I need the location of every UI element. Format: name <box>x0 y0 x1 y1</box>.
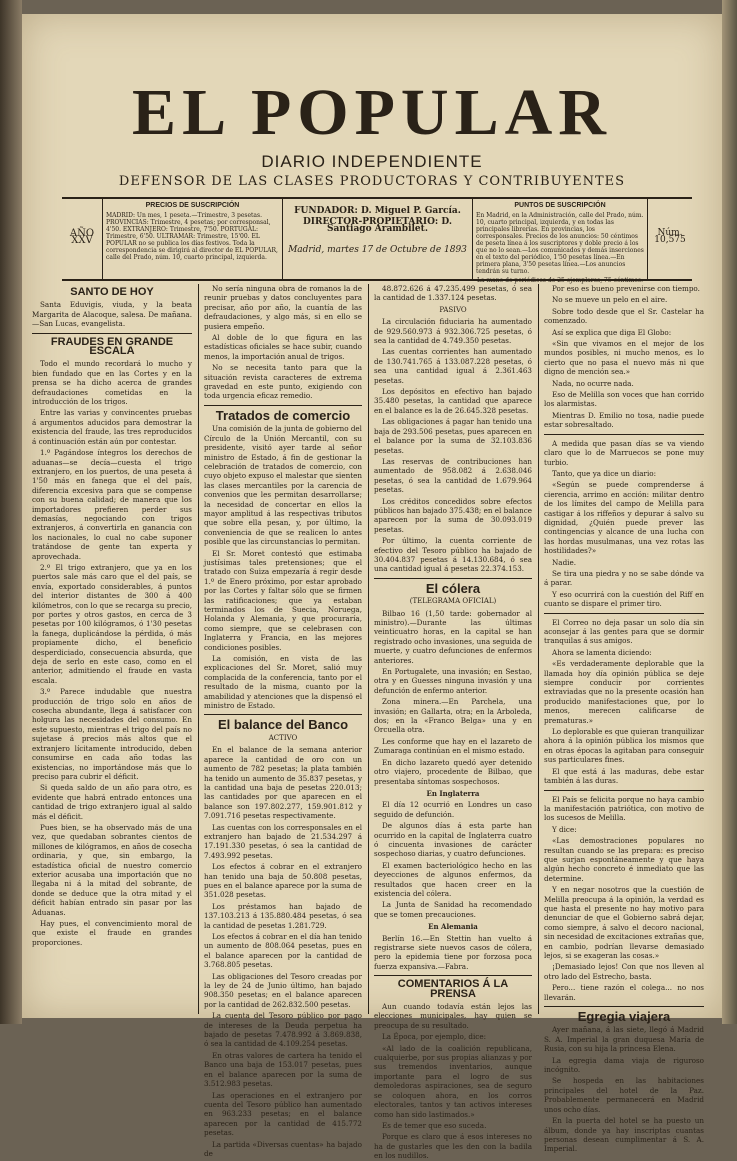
bank-paragraph: Las operaciones en el extranjero por cuenta del Tesoro público han aumentado en 963.233 pesetas; en el balance aparecen por la cantidad de 415.772 pesetas. <box>204 1090 362 1138</box>
article-paragraph: Y eso ocurrirá con la cuestión del Riff en cuanto se dispare el primer tiro. <box>544 589 704 609</box>
issue-number: Núm. 10,575 <box>654 228 686 245</box>
book-spine <box>0 0 22 1024</box>
article-paragraph: A medida que pasan días se va viendo claro que lo de Marruecos se pone muy turbio. <box>544 438 704 467</box>
article-paragraph: El Correo no deja pasar un solo día sin aconsejar á las gentes para que se dormir tranquilas á sus amigos. <box>544 617 704 646</box>
points-box <box>472 199 647 284</box>
info-bar <box>62 197 692 284</box>
pasivo-subheading: PASIVO <box>439 305 467 314</box>
trade-paragraph: Una comisión de la junta de gobierno del Círculo de la Unión Mercantil, con su presidente, visitó ayer tarde al señor ministro de Estado, á fin de gestionar la celebración de tratados de comercio, con cuyo objeto expuso el malestar que sienten las clases mercantiles por la carencia de convenios que les permitan desarrollarse; la necesidad de concertar en ellos la mayor amplitud á las respectivas tributos que sobre ella pesan, y, por último, la conveniencia de que se realicen lo antes posible que las circunstancias lo permitan. <box>204 424 362 547</box>
section-rule <box>544 434 704 435</box>
points-text: En Madrid, en la Administración, calle del Prado, núm. 10, cuarto principal, izquierda, y en todas las principales librerías. En provincias, los corresponsales. Precios de los anuncios: 50 céntimos de peseta línea á los suscriptores y doble precio á los que no lo sean.—Los comunicados y demás inserciones en el texto del periódico, 1'50 pesetas línea.—En primera plana, 3'50 pesetas línea.—Los anuncios tendrán su turno. <box>476 212 644 275</box>
article-paragraph: La Época, por ejemplo, dice: <box>382 1032 486 1042</box>
article-paragraph: «Sin que vivamos en el mejor de los mundos posibles, ni mucho menos, es lo cierto que no pasa el nuevo más ni que digno de mención sea.» <box>544 339 704 377</box>
points-note: La mano de periódicos de 25 ejemplares, 75 céntimos. <box>476 277 643 284</box>
article-paragraph: Por eso es bueno prevenirse con tiempo. <box>552 284 700 293</box>
fraud-paragraph: Entre las varias y convincentes pruebas á argumentos aducidos para demostrar la existencia del fraude, las tres reproducidos á continuación están aún por contestar. <box>32 408 192 446</box>
article-paragraph: La Junta de Sanidad ha recomendado que se tomen precauciones. <box>374 900 532 919</box>
prices-heading: PRECIOS DE SUSCRIPCIÓN <box>145 202 240 209</box>
founder-line: FUNDADOR: D. Miguel P. García. <box>294 206 461 216</box>
column-3 <box>374 284 533 1161</box>
bank-paragraph: Los efectos á cobrar en el extranjero han tenido una baja de 50.808 pesetas, pues en el balance aparece por la suma de 351.028 pesetas. <box>204 862 362 900</box>
column-divider <box>538 284 539 1014</box>
section-rule <box>204 405 362 406</box>
article-paragraph: Les conforme que hay en el lazareto de Zumaraga continúan en el mismo estado. <box>374 736 532 756</box>
article-paragraph: Sobre todo desde que el Sr. Castelar ha comenzado. <box>544 306 704 326</box>
article-paragraph: Ahora se lamenta diciendo: <box>552 647 652 657</box>
article-paragraph: Aun cuando todavía están lejos las elecciones municipales, hay quien se preocupa de su resultado. <box>374 1002 532 1030</box>
article-paragraph: «Al lado de la coalición republicana, cualquierbe, por sus propias alianzas y por sus tremendos inventarios, aunque importante para el logro de sus demoledoras aspiraciones, sea de seguro se coloquen ahora, en los corros electorales, tantos y tan activos intereses como han sido lastimados.» <box>374 1043 532 1119</box>
fraud-paragraph: 1.º Pagándose íntegros los derechos de aduanas—se decía—cuesta el trigo extranjero, en los puertos, de una peseta á 1'50 más en fanega que el del país, diferencia excesiva para que se compense con su buena calidad; de manera que los importadores prefieren perder sus demasías, negociando con trigos extranjeros, á convertirla en ganancia con los nacionales, lo cual no cabe suponer tratándose de gente tan experta y aprovechada. <box>32 448 192 561</box>
issue-number-box <box>647 199 692 279</box>
fraud-paragraph: Si queda saldo de un año para otro, es evidente que habrá entrado entonces una cantidad de trigo extranjero igual al saldo más el déficit. <box>32 783 192 821</box>
article-paragraph: No sería ninguna obra de romanos la de reunir pruebas y datos concluyentes para precisar, año por año, la cuantía de las defraudaciones, y algo más, si en ello se pusiera empeño. <box>204 284 362 331</box>
bank-paragraph: Las obligaciones del Tesoro creadas por la ley de 24 de Junio último, han bajado 908.350 pesetas; en el balance aparecen por la cantidad de 262.832.500 pesetas. <box>204 971 362 1009</box>
fraud-paragraph: Hay pues, el convencimiento moral de que existe el fraude en grandes proporciones. <box>32 919 192 947</box>
article-paragraph: Pero... tiene razón el colega... no nos llevarán. <box>544 983 704 1002</box>
bank-paragraph: Las cuentas con los corresponsales en el extranjero han bajado de 21.534.297 á 17.191.330 pesetas, ó sea la cantidad de 7.493.992 pesetas. <box>204 822 362 860</box>
article-paragraph: Se hospeda en las habitaciones principales del hotel de la Paz. Probablemente permanecerá en Madrid unos ocho días. <box>544 1076 704 1114</box>
article-paragraph: Eso de Melilla son voces que han corrido los alarmistas. <box>544 390 704 409</box>
page-edge <box>722 0 737 1024</box>
trade-paragraph: La comisión, en vista de las explicaciones del Sr. Moret, salió muy complacida de la conferencia, tanto por el resultado de la misma, cuanto por la amabilidad y atenciones que la dispensó el ministro de Estado. <box>204 654 362 711</box>
cholera-heading: El cólera <box>425 580 481 596</box>
article-paragraph: Porque es claro que á esos intereses no ha de gustarles que les den con la badila en los nudillos. <box>374 1132 532 1161</box>
article-paragraph: Zona minera.—En Parchela, una invasión; en Gallarta, otra; en la Arboleda, dos; en la «Franco Belga» una y en Orcuella otra. <box>374 697 532 735</box>
fraud-paragraph: 3.º Parece indudable que nuestra producción de trigo solo en años de cosecha abundante, llega á satisfacer con holgura las necesidades del consumo. En este supuesto, mientras el trigo del país no sujetase á precios más altos que el extranjero lícitamente introducido, deben consumirse en cada año todas las existencias, no importándose más que lo preciso para cubrir el déficit. <box>32 687 192 781</box>
article-paragraph: Por último, la cuenta corriente de efectivo del Tesoro público ha bajado de 30.404.837 pesetas á 14.130.684, ó sea una cantidad igual á pesetas 22.374.153. <box>374 536 532 574</box>
press-heading: COMENTARIOS Á LA PRENSA <box>397 978 509 1000</box>
article-paragraph: De algunos días á esta parte han ocurrido en la capital de Inglaterra cuatro ó cincuenta invasiones de carácter sospechoso diarias, y cuatro defunciones. <box>374 821 532 859</box>
trade-heading: Tratados de comercio <box>215 407 351 423</box>
fraud-paragraph: 2.º El trigo extranjero, que ya en los puertos sale más caro que el del país, se envía, exportado considerables, á puntos del interior distantes de 300 á 400 kilómetros, con lo que se recarga su precio, por portes y otros gastos, en cerca de 3 pesetas por 100 kilógramos, ó 1'30 pesetas la fanega, duplicándose la pérdida, ó más propiamente dicho, el beneficio desperdiciado, consecuencia absurda, que deja de serlo en este caso, como en el anterior, admitiendo el fraude en vasta escala. <box>32 562 192 685</box>
newspaper-subtitle: DIARIO INDEPENDIENTE <box>261 152 483 171</box>
bank-paragraph: La cuenta del Tesoro público por pago de intereses de la Deuda perpetua ha bajado de pesetas 7.478.992 á 3.869.838, ó sea la cantidad de 4.109.254 pesetas. <box>204 1011 362 1049</box>
article-paragraph: El examen bacteriológico hecho en las deyecciones de algunos enfermos, da resultados que hacen creer en la existencia del cólera. <box>374 860 532 898</box>
germany-subheading: En Alemania <box>428 922 478 932</box>
article-paragraph: La circulación fiduciaria ha aumentado de 929.560.973 á 932.306.725 pesetas, ó sea la cantidad de 4.749.350 pesetas. <box>374 317 532 346</box>
article-paragraph: El día 12 ocurrió en Londres un caso seguido de defunción. <box>374 800 532 819</box>
prices-text: MADRID: Un mes, 1 peseta.—Trimestre, 3 pesetas. PROVINCIAS: Trimestre, 4 pesetas; por corresponsal, 4'50. EXTRANJERO: Trimestre, 7'50. PORTUGAL: Trimestre, 6'50. ULTRAMAR: Trimestre, 15'00. EL POPULAR no se publica los días festivos. Toda la correspondencia se dirigirá al director de EL POPULAR, calle del Prado, núm. 10, cuarto principal, izquierda. <box>106 212 278 261</box>
article-paragraph: En dicho lazareto quedó ayer detenido otro viajero, procedente de Bilbao, que presentaba síntomas sospechosos. <box>374 757 532 786</box>
fraud-heading: FRAUDES EN GRANDE ESCALA <box>50 335 174 358</box>
article-paragraph: En Portugalete, una invasión; en Sestao, otra y en Guesses ninguna invasión y una defunción de enfermo anterior. <box>374 667 532 695</box>
egregia-heading: Egregia viajera <box>577 1009 671 1025</box>
article-paragraph: El País se felicita porque no haya cambio la manifestación patriótica, con motivo de los sucesos de Melilla. <box>544 794 704 823</box>
saints-text: Santa Eduvigis, viuda, y la beata Margarita de Alacoque, salesa. De mañana.—San Lucas, evangelista. <box>32 300 192 329</box>
column-1 <box>32 284 192 1014</box>
article-paragraph: «Es verdaderamente deplorable que la llamada hoy día opinión pública se deje siempre conducir por corrientes extraviadas que no la presente ocasión han producido manifestaciones que, por lo menos, merecen calificarse de prematuras.» <box>544 659 704 725</box>
article-paragraph: No se necesita tanto para que la situación revista caracteres de extrema gravedad en este punto, exigiendo con toda urgencia eficaz remedio. <box>204 363 362 401</box>
article-paragraph: Nadie. <box>552 557 577 567</box>
year-box <box>62 199 102 279</box>
bank-paragraph: Los efectos á cobrar en el día han tenido un aumento de 808.064 pesetas, pues en el balance aparecen por la cantidad de 3.768.805 pesetas. <box>204 932 362 970</box>
article-paragraph: Se tira una piedra y no se sabe dónde va á parar. <box>544 568 704 588</box>
founder-box <box>282 199 472 279</box>
bank-subheading: ACTIVO <box>268 733 298 742</box>
article-paragraph: Las reservas de contribuciones han aumentado de 958.082 á 2.638.046 pesetas, ó sea la cantidad de 1.679.964 pesetas. <box>374 456 532 495</box>
article-paragraph: Berlín 16.—En Stettin han vuelto á registrarse siete nuevos casos de cólera, pero la epidemia tiene por forzosa poca fuerza expansiva.—Fabra. <box>374 933 532 971</box>
article-paragraph: Los créditos concedidos sobre efectos públicos han bajado 375.438; en el balance aparecen por la suma de 30.093.019 pesetas. <box>374 496 533 534</box>
column-divider <box>368 284 369 1014</box>
newspaper-title: EL POPULAR <box>132 76 612 149</box>
points-heading: PUNTOS DE SUSCRIPCIÓN <box>514 202 606 209</box>
article-paragraph: Ayer mañana, á las siete, llegó á Madrid S. A. Imperial la gran duquesa María de Rusia, con su hija la princesa Elena. <box>544 1025 704 1054</box>
newspaper-tagline: DEFENSOR DE LAS CLASES PRODUCTORAS Y CONTRIBUYENTES <box>118 174 626 189</box>
article-paragraph: El que está á las maduras, debe estar también á las duras. <box>544 766 704 786</box>
article-paragraph: Así se explica que diga El Globo: <box>552 327 672 337</box>
section-rule <box>204 714 362 715</box>
section-rule <box>32 333 192 334</box>
article-paragraph: La egregia dama viaja de riguroso incógnito. <box>544 1055 704 1075</box>
dateline: Madrid, martes 17 de Octubre de 1893 <box>288 245 467 255</box>
article-paragraph: Los depósitos en efectivo han bajado 35.480 pesetas, la cantidad que aparece en el balance es la de 26.645.328 pesetas. <box>374 387 532 415</box>
bank-paragraph: La partida «Diversas cuentas» ha bajado de <box>204 1139 362 1158</box>
prices-box <box>102 199 282 279</box>
cholera-subheading: (TELEGRAMA OFICIAL) <box>409 597 497 606</box>
article-paragraph: 48.872.626 á 47.235.499 pesetas, ó sea la cantidad de 1.337.124 pesetas. <box>374 284 532 303</box>
section-rule <box>544 613 704 614</box>
fraud-paragraph: Todo el mundo recordará lo mucho y bien fundado que en las Cortes y en la prensa se ha dicho acerca de grandes defraudaciones cometidas en la introducción de los trigos. <box>32 359 192 407</box>
article-paragraph: Lo deplorable es que quieran tranquilizar ahora á la opinión pública los mismos que en otras épocas la agitaban para conseguir sus particulares fines. <box>544 727 704 765</box>
section-rule <box>374 578 532 579</box>
article-paragraph: Bilbao 16 (1,50 tarde: gobernador al ministro).—Durante las últimas veinticuatro horas, en la capital se han registrado ocho invasiones, una seguida de muerte, y cuatro defunciones de enfermos anteriores. <box>374 608 532 665</box>
year-label: AÑO XXV <box>69 228 95 246</box>
article-paragraph: En la puerta del hotel se ha puesto un álbum, donde ya hay inscriptas cuantas personas desean cumplimentar á S. A. Imperial. <box>544 1116 704 1154</box>
trade-paragraph: El Sr. Moret contestó que estimaba justísimas tales pretensiones; que el tratado con Suiza empezaría á regir desde 1.º de Enero próximo, por estar aprobado por las Cortes y faltar sólo que se firmen las ratificaciones; que ya estaban terminados los de Suecia, Noruega, Holanda y Alemania, y que procuraría, como siempre, que se celebrasen con Inglaterra y Francia, en las mejores condiciones posibles. <box>204 548 362 652</box>
article-paragraph: Al doble de lo que figura en las estadísticas oficiales se hace subir, cuando menos, la importación anual de trigos. <box>204 333 362 361</box>
section-rule <box>544 790 704 791</box>
article-paragraph: «Según se puede comprenderse á cierencia, arrimo en acción: militar dentro de los límites del campo de Melilla para castigar á los riffeños y depurar á salvo su dignidad, ¿Quién puede prever las contingencias y alcance de una lucha con las hordas musulmanas, una vez rotas las hostilidades?» <box>544 480 704 556</box>
article-paragraph: ¡Demasiado lejos! Con que nos lleven al otro lado del Estrecho, basta. <box>544 962 704 981</box>
saints-heading: SANTO DE HOY <box>70 286 154 298</box>
fraud-paragraph: Pues bien, se ha observado más de una vez, que quedaban sobrantes cientos de millones de kilógramos, en años de cosecha ordinaria, y que, sin embargo, la estadística oficial de nuestro comercio exterior acusaba una importación que no llegaba ni á la mitad del sobrante, de donde se deduce que la otra mitad y el déficit habían entrado sin pasar por las Aduanas. <box>32 822 192 917</box>
article-paragraph: Las cuentas corrientes han aumentado de 130.741.765 á 133.087.228 pesetas, ó sea una cantidad igual á 2.361.463 pesetas. <box>374 347 532 385</box>
article-columns <box>32 284 712 1161</box>
section-rule <box>544 1006 704 1007</box>
bank-paragraph: Los préstamos han bajado de 137.103.213 á 135.880.484 pesetas, ó sea la cantidad de pesetas 1.281.729. <box>204 901 362 930</box>
article-paragraph: «Las demostraciones populares no resultan cuando se las prepara: es preciso que surjan espontáneamente y que haya algún hecho concreto é inmediato que las determine. <box>544 836 704 883</box>
article-paragraph: Mientras D. Emilio no tosa, nadie puede estar sobresaltado. <box>544 410 704 430</box>
england-subheading: En Inglaterra <box>426 788 480 798</box>
bank-paragraph: En el balance de la semana anterior aparece la cantidad de oro con un aumento de 782 pesetas; la plata también ha tenido un aumento de 35.837 pesetas, y la cantidad una baja de pesetas 220.013; las cantidades por que aparecen en el balance son 197.802.277, 159.901.812 y 7.091.716 pesetas respectivamente. <box>204 745 362 821</box>
article-paragraph: Y dice: <box>552 824 577 834</box>
director-line: DIRECTOR-PROPIETARIO: D. Santiago Arambilet. <box>303 217 452 234</box>
bank-paragraph: En otras valores de cartera ha tenido el Banco una baja de 153.017 pesetas, pues en el balance aparecen por la suma de 3.512.983 pesetas. <box>204 1050 362 1089</box>
article-paragraph: Nada, no ocurre nada. <box>552 378 634 388</box>
bank-heading: El balance del Banco <box>217 717 349 733</box>
article-paragraph: Y en negar nosotros que la cuestión de Melilla preocupa á la opinión, la verdad es que hasta el presente no hay motivo para denunciar de que el Gobierno sabrá dejar, como siempre, á salvo el decoro nacional, sin necesidad de excitaciones extrañas que, en cambio, podrían llevarse demasiado lejos, si se exageran las cosas.» <box>544 885 704 960</box>
column-divider <box>198 284 199 1014</box>
article-paragraph: Las obligaciones á pagar han tenido una baja de 293.506 pesetas, pues aparecen en el balance por la suma de 32.103.836 pesetas. <box>374 417 532 455</box>
column-2 <box>204 284 362 1158</box>
article-paragraph: No se mueve un pelo en el aire. <box>552 295 668 305</box>
article-paragraph: Tanto, que ya dice un diario: <box>552 468 657 478</box>
article-paragraph: Es de temer que eso suceda. <box>382 1120 487 1130</box>
newspaper-page <box>22 14 722 1161</box>
section-rule <box>374 975 532 976</box>
column-4 <box>544 284 704 1154</box>
